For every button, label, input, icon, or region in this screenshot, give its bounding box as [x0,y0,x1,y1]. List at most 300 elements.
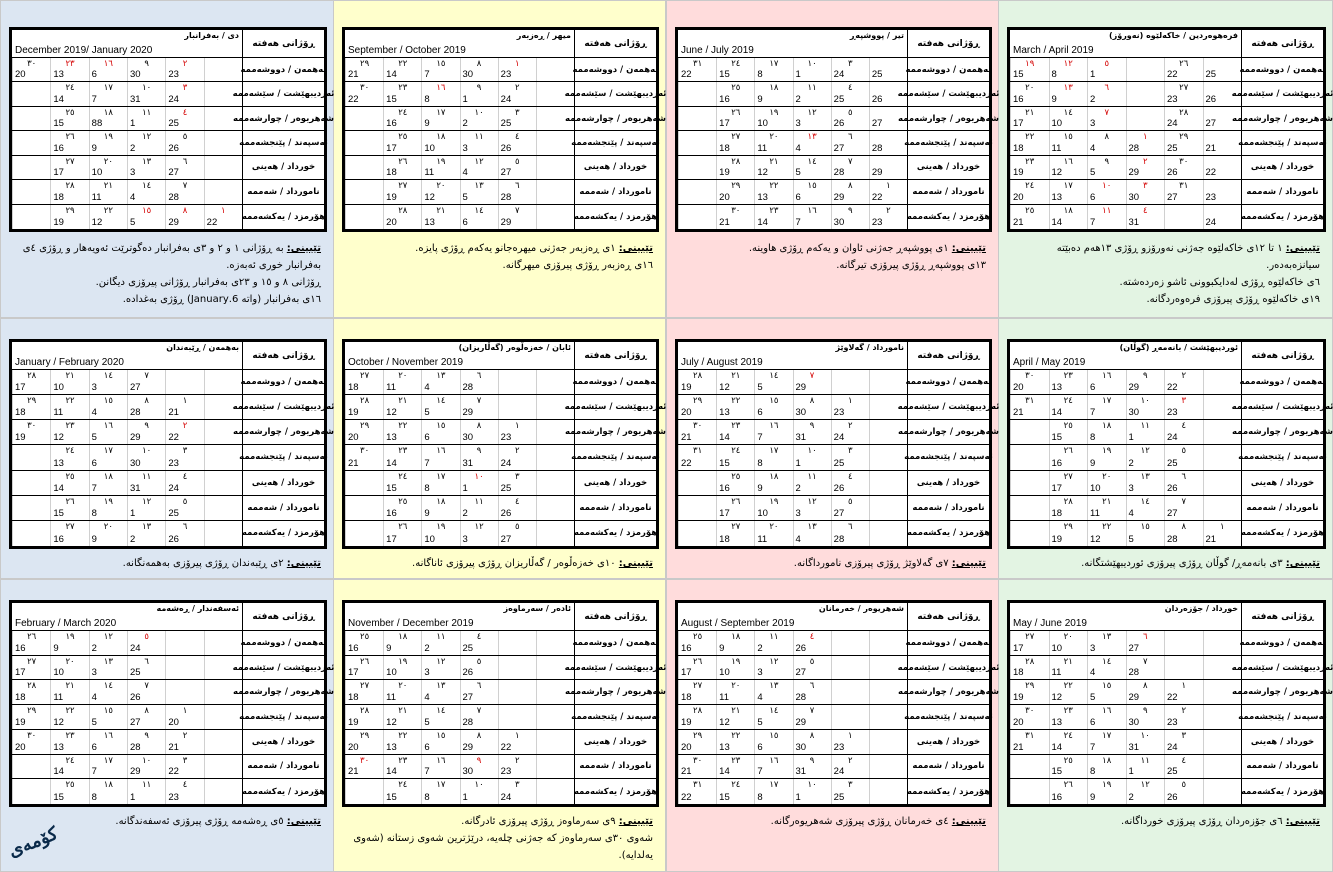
gregorian-day: 11 [757,142,768,154]
weekday-label: هۆرمزد / یەکشەممە [242,521,324,546]
day-cell [204,107,242,130]
kurdish-day: ١٣ [474,181,484,192]
gregorian-day: 12 [386,716,397,728]
kurdish-day: ٢٨ [1025,656,1035,667]
day-cell [89,107,127,130]
day-cell [50,496,88,520]
day-cell [165,631,203,655]
gregorian-day: 18 [15,407,26,419]
weekday-label: بەهمەن / دووشەممە [1241,370,1323,395]
day-cell [1010,631,1049,655]
kurdish-day: ١٢ [1140,780,1150,791]
kurdish-day: ٢٨ [27,371,37,381]
day-cell [1087,779,1126,804]
day-cell [754,755,792,779]
weekday-label: هۆرمزد / یەکشەممە [242,205,324,229]
gregorian-day: 7 [91,766,97,778]
month-note [11,240,321,308]
week-row [1010,680,1241,705]
gregorian-day: 29 [795,382,807,394]
kurdish-day: ٢٢ [731,730,741,741]
day-cell [1087,755,1126,779]
day-cell [383,395,421,419]
day-cell [498,107,536,130]
kurdish-day: ٩ [476,446,482,457]
day-cell [793,779,831,804]
day-cell [1049,631,1088,655]
day-cell [1087,471,1126,495]
day-cell [50,680,88,704]
gregorian-day: 25 [1167,457,1178,469]
day-cell [12,779,50,804]
gregorian-day: 31 [795,432,807,444]
kurdish-day: ٢٠ [398,371,408,381]
day-cell [165,205,203,229]
kurdish-day: ٢٥ [65,780,75,791]
gregorian-day: 26 [795,642,807,654]
day-cell [127,205,165,229]
weekday-label: شەهریوەر / چوارشەممە [574,107,656,131]
gregorian-day: 5 [130,217,136,228]
day-cell [421,205,459,229]
kurdish-day: ١٧ [436,471,446,482]
day-cell [345,180,383,203]
gregorian-day: 28 [795,692,807,704]
kurdish-day: ٢٠ [65,656,75,667]
day-cell [678,705,716,729]
day-cell [498,755,536,779]
kurdish-day: ١٥ [1140,521,1150,532]
day-cell [1087,82,1126,105]
kurdish-day: ١٧ [436,107,446,118]
day-cell [831,471,869,495]
gregorian-day: 2 [130,533,136,545]
day-cell [716,82,754,105]
day-cell [754,205,792,229]
gregorian-day: 28 [168,191,179,203]
day-cell [716,521,754,546]
gregorian-day: 6 [424,741,430,753]
day-cell [127,631,165,655]
month-calendar [675,27,1000,232]
gregorian-day: 5 [1090,167,1096,179]
day-cell [165,370,203,394]
week-header: ڕۆژانی هەفتە [907,30,989,58]
day-cell [204,156,242,179]
kurdish-day: ٢٣ [398,755,408,766]
note-line [1009,813,1320,830]
kurdish-day: ٦ [1181,471,1187,482]
day-cell [1087,656,1126,680]
gregorian-day: 24 [833,69,845,81]
kurdish-day: ١٦ [769,755,779,766]
gregorian-day: 25 [833,457,845,469]
gregorian-day: 18 [681,692,692,704]
day-cell [793,131,831,154]
day-cell [50,156,88,179]
gregorian-day: 24 [833,432,845,444]
kurdish-day: ١٣ [436,681,446,692]
day-cell [204,521,242,546]
kurdish-day: ١٠ [807,780,817,791]
gregorian-day: 18 [1013,142,1024,154]
kurdish-day: ٢٧ [1179,83,1189,94]
gregorian-day: 7 [1090,741,1096,753]
kurdish-day: ٣٠ [1025,371,1035,381]
gregorian-day: 27 [130,716,141,728]
week-row [12,755,242,780]
day-cell [831,496,869,520]
gregorian-day: 16 [1051,791,1063,803]
day-cell [1049,205,1088,229]
kurdish-day: ٦ [182,521,188,532]
gregorian-day: 23 [871,217,883,228]
day-cell [12,471,50,495]
day-cell [89,58,127,81]
day-cell [678,131,716,154]
day-cell [536,395,574,419]
week-row [1010,496,1241,521]
kurdish-day: ١ [182,396,188,407]
gregorian-day: 2 [424,642,430,654]
day-cell [869,445,907,469]
weekday-label: شەهریوەر / چوارشەممە [574,680,656,705]
kurdish-day: ٢ [1142,156,1148,167]
month-panel [666,579,999,872]
kurdish-day: ١٣ [1102,632,1112,642]
gregorian-day: 29 [833,191,845,203]
gregorian-day: 26 [168,142,179,154]
day-cell [345,779,383,804]
weekday-label: بەهمەن / دووشەممە [1241,58,1323,82]
gregorian-day: 5 [1090,692,1096,704]
kurdish-day: ١٥ [1102,681,1112,692]
kurdish-day: ٢٤ [1063,396,1073,407]
day-cell [204,370,242,394]
day-cell [204,82,242,105]
note-text: ٩ی سەرماوەز ڕۆژی پیرۆزی ئادرگانە. [461,816,616,827]
kurdish-day: ٤ [1181,421,1187,432]
month-title [345,30,574,58]
day-cell [383,370,421,394]
note-title: تێبینی: [1285,816,1320,827]
day-cell [127,131,165,154]
gregorian-day: 3 [91,382,97,394]
gregorian-day: 26 [500,142,512,154]
gregorian-day: 24 [168,93,179,105]
gregorian-day: 14 [757,217,768,228]
day-cell [716,58,754,81]
weekday-label: ئەردیبهێشت / سێشەممە [574,656,656,681]
day-cell [50,445,88,469]
kurdish-day: ٢٧ [398,181,408,192]
kurdish-day: ٦ [1142,632,1148,642]
gregorian-day: 30 [130,69,141,81]
gregorian-day: 18 [1051,507,1063,519]
gregorian-day: 4 [1090,667,1096,679]
gregorian-day: 25 [1167,142,1178,154]
day-cell [460,705,498,729]
note-title: تێبینی: [951,558,986,569]
day-cell [831,370,869,394]
kurdish-day: ٨ [476,730,482,741]
day-cell [678,680,716,704]
day-cell [1203,395,1242,419]
gregorian-day: 7 [424,766,430,778]
day-cell [421,370,459,394]
kurdish-day: ٧ [476,706,482,717]
kurdish-day: ٢٧ [1025,632,1035,642]
day-cell [869,755,907,779]
week-row [12,82,242,106]
gregorian-day: 14 [719,766,730,778]
kurdish-day: ٣١ [1025,730,1035,741]
kurdish-day: ٣٠ [1025,706,1035,717]
kurdish-day: ١٩ [103,132,113,143]
gregorian-day: 4 [91,407,97,419]
day-cell [345,205,383,229]
day-cell [1010,82,1049,105]
month-panel [666,0,999,318]
kurdish-day: ٢٠ [1025,83,1035,94]
gregorian-day: 21 [168,407,179,419]
day-cell [345,496,383,520]
gregorian-day: 16 [15,642,26,654]
kurdish-day: ٣ [1181,396,1187,407]
day-cell [421,395,459,419]
kurdish-day: ٤ [1142,205,1148,216]
gregorian-day: 25 [130,667,141,679]
month-gregorian-name: February / March 2020 [15,618,117,629]
kurdish-day: ٣ [847,59,853,69]
kurdish-day: ٢٩ [1063,521,1073,532]
weekday-label: ئەردیبهێشت / سێشەممە [1241,82,1323,106]
day-cell [678,395,716,419]
gregorian-day: 25 [1205,69,1217,81]
day-cell [498,58,536,81]
note-line [677,257,986,274]
day-cell [498,496,536,520]
note-text: ڕۆژانی ٨ و ١٥ و ٢٣ی بەفرانبار ڕۆژانی پیرۆزی دیگانن. [95,277,321,288]
gregorian-day: 11 [757,533,768,545]
month-kurdish-name: ئادەر / سەرماوەز [503,604,571,613]
gregorian-day: 30 [1128,716,1140,728]
gregorian-day: 12 [719,716,730,728]
kurdish-day: ٢٦ [1179,59,1189,69]
kurdish-day: ٢٤ [65,83,75,94]
day-cell [12,755,50,779]
day-cell [536,445,574,469]
week-header: ڕۆژانی هەفتە [242,603,324,631]
weekday-label: خورداد / هەینی [574,730,656,755]
day-cell [345,131,383,154]
kurdish-day: ٢٢ [1025,132,1035,143]
gregorian-day: 11 [719,692,730,704]
kurdish-day: ٩ [144,59,149,69]
day-cell [1203,779,1242,804]
day-cell [1164,180,1203,203]
week-row [678,370,907,395]
kurdish-day: ٤ [847,83,853,94]
day-cell [1126,521,1165,546]
day-cell [1126,631,1165,655]
month-gregorian-name: November / December 2019 [348,618,474,629]
day-cell [50,180,88,203]
day-cell [460,680,498,704]
day-cell [678,420,716,444]
gregorian-day: 14 [53,93,64,105]
kurdish-day: ١١ [1140,755,1150,766]
month-note [344,240,653,274]
week-row [678,779,907,804]
kurdish-day: ١٥ [436,421,446,432]
week-row [678,445,907,470]
day-cell [1203,420,1242,444]
gregorian-day: 27 [500,533,512,545]
gregorian-day: 22 [500,741,512,753]
day-cell [421,180,459,203]
day-cell [793,730,831,754]
week-row [12,205,242,229]
day-cell [678,156,716,179]
weekday-label: نامورداد / شەممە [1241,755,1323,780]
day-cell [716,471,754,495]
gregorian-day: 10 [1051,118,1063,130]
weekday-label: نامورداد / شەممە [242,496,324,521]
kurdish-day: ١٥ [436,59,446,69]
week-row [12,180,242,204]
day-cell [869,705,907,729]
gregorian-day: 2 [795,482,801,494]
gregorian-day: 3 [795,507,801,519]
day-cell [754,445,792,469]
day-cell [345,730,383,754]
day-cell [421,58,459,81]
kurdish-day: ٨ [144,396,149,407]
gregorian-day: 4 [1128,507,1134,519]
weekday-label: ئەسپەند / پێنجشەممە [907,445,989,470]
day-cell [1010,471,1049,495]
week-row [1010,205,1241,229]
kurdish-day: ١٨ [1063,205,1073,216]
day-cell [89,395,127,419]
day-cell [1010,730,1049,754]
gregorian-day: 10 [424,142,435,154]
kurdish-day: ١٠ [474,471,484,482]
month-kurdish-name: تیر / پووشپەڕ [849,31,904,40]
weekday-label: هۆرمزد / یەکشەممە [907,521,989,546]
day-cell [127,496,165,520]
gregorian-day: 23 [833,741,845,753]
day-cell [421,471,459,495]
day-cell [204,445,242,469]
day-cell [421,705,459,729]
gregorian-day: 25 [833,93,845,105]
gregorian-day: 20 [15,741,26,753]
gregorian-day: 25 [168,507,179,519]
kurdish-day: ٢٩ [360,421,370,432]
kurdish-day: ٢٧ [65,156,75,167]
gregorian-day: 14 [1051,407,1063,419]
day-cell [1010,180,1049,203]
week-row [1010,58,1241,82]
kurdish-day: ١ [886,181,891,192]
weekday-label: ئەسپەند / پێنجشەممە [242,705,324,730]
day-cell [204,131,242,154]
week-row [12,107,242,131]
day-cell [793,82,831,105]
kurdish-day: ٢٦ [398,156,408,167]
day-cell [1126,131,1165,154]
day-cell [1010,131,1049,154]
day-cell [204,779,242,804]
day-cell [12,496,50,520]
month-panel [666,318,999,579]
day-cell [678,521,716,546]
week-row [345,420,574,445]
day-cell [1049,730,1088,754]
day-cell [12,58,50,81]
kurdish-day: ٨ [476,59,482,69]
gregorian-day: 29 [462,407,474,419]
gregorian-day: 5 [757,382,763,394]
day-cell [831,107,869,130]
day-cell [754,496,792,520]
gregorian-day: 27 [795,667,807,679]
gregorian-day: 23 [1167,93,1178,105]
day-cell [1126,779,1165,804]
note-text: ٦ی جۆزەردان ڕۆژی پیرۆزی خورداگانە. [1120,816,1283,827]
gregorian-day: 13 [757,191,768,203]
kurdish-day: ١ [1219,521,1225,532]
gregorian-day: 28 [130,741,141,753]
gregorian-day: 10 [53,667,64,679]
day-cell [12,656,50,680]
gregorian-day: 29 [168,217,179,228]
gregorian-day: 6 [91,741,97,753]
kurdish-day: ١٦ [769,421,779,432]
kurdish-day: ٢٧ [731,521,741,532]
weekday-label: نامورداد / شەممە [907,180,989,204]
weekday-label: نامورداد / شەممە [1241,496,1323,521]
kurdish-day: ٢٣ [65,730,75,741]
day-cell [1010,395,1049,419]
kurdish-day: ٢٨ [693,706,703,717]
day-cell [460,82,498,105]
kurdish-day: ٢٧ [360,681,370,692]
gregorian-day: 25 [871,69,883,81]
gregorian-day: 15 [53,118,64,130]
gregorian-day: 16 [719,93,730,105]
month-title [12,342,242,370]
kurdish-day: ٢١ [1063,656,1073,667]
gregorian-day: 23 [1167,407,1178,419]
gregorian-day: 3 [462,533,468,545]
month-kurdish-name: ئوردیبهێشت / بانەمەڕ (گوڵان) [1119,343,1238,352]
kurdish-day: ٢٦ [398,521,408,532]
kurdish-day: ١٩ [65,632,75,642]
week-row [12,395,242,420]
kurdish-day: ٢٩ [360,730,370,741]
weekday-label: نامورداد / شەممە [242,180,324,204]
gregorian-day: 9 [91,533,97,545]
day-cell [869,420,907,444]
kurdish-day: ٢٢ [398,421,408,432]
kurdish-day: ٣ [514,471,520,482]
gregorian-day: 3 [462,142,468,154]
note-title: تێبینی: [286,243,321,254]
day-cell [1049,395,1088,419]
